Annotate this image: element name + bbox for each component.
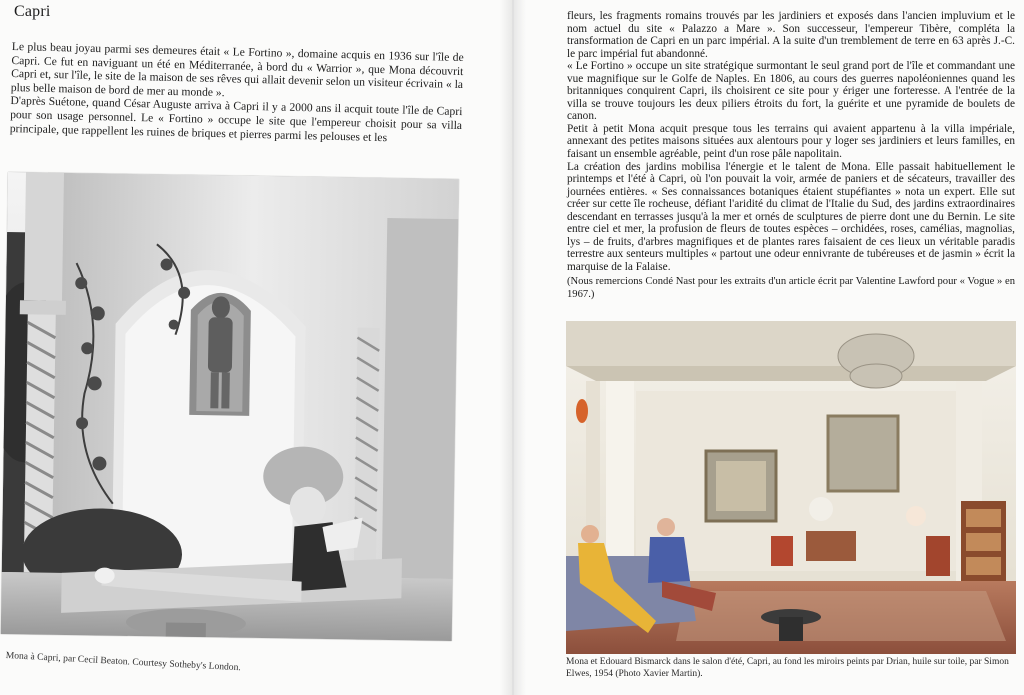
bw-photograph	[1, 172, 459, 641]
right-paragraph-1: fleurs, les fragments romains trouvés par les jardiniers et exposés dans l'ancien impluvium et le nom actuel du site « Palazzo a Mare ». Son successeur, l'empereur Tibère, compléta la transformation de Capri en un parc impérial. A la suite d'un tremblement de terre en 63 après J.-C. le parc impérial fut abandonné.	[567, 10, 1015, 60]
book-gutter	[500, 0, 526, 695]
left-body-text	[10, 40, 464, 146]
right-paragraph-4: La création des jardins mobilisa l'énergie et le talent de Mona. Elle passait habituellement le printemps et l'été à Capri, où l'on pouvait la voir, armée de paniers et de sécateurs, travailler des journées entières. « Ses connaissances botaniques étaient stupéfiantes » nota un expert. Elle sut créer sur cette île rocheuse, défiant l'aridité du climat de l'Italie du Sud, des jardins extraordinaires descendant en terrasses jusqu'à la mer et ornés de sculptures de pierre dont une du Bernin. Le site entre ciel et mer, la profusion de fleurs de toutes espèces – orchidées, roses, camélias, magnolias, lys – de fruits, d'arbres magnifiques et de plantes rares faisaient de ces lieux un véritable paradis terrestre aux senteurs multiples « partout une odeur ennivrante de tubéreuses et de jasmin » écrit la marquise de la Falaise.	[567, 160, 1015, 273]
section-title: Capri	[14, 3, 51, 20]
right-photo-caption: Mona et Edouard Bismarck dans le salon d'été, Capri, au fond les miroirs peints par Drian, huile sur toile, par Simon Elwes, 1954 (Photo Xavier Martin).	[566, 657, 1009, 679]
vogue-credit: (Nous remercions Condé Nast pour les extraits d'un article écrit par Valentine Lawford pour « Vogue » en 1967.)	[567, 276, 1015, 301]
painting-illustration	[566, 321, 1016, 654]
left-photo-caption: Mona à Capri, par Cecil Beaton. Courtesy Sotheby's London.	[5, 650, 242, 674]
salon-painting	[566, 321, 1016, 654]
mona-capri-photo	[1, 172, 459, 641]
right-paragraph-2: « Le Fortino » occupe un site stratégique surmontant le seul grand port de l'île et commandant une vue magnifique sur le Golfe de Naples. En 1806, au cours des guerres napoléoniennes quand les britanniques conquirent Capri, ils choisirent ce site pour y ériger une forteresse. A l'entrée de la villa se trouve toujours les deux piliers étroits du fort, la guérite et une pyramide de boulets de canon.	[567, 60, 1015, 123]
left-paragraph-2: D'après Suétone, quand César Auguste arriva à Capri il y a 2000 ans il acquit toute l'île de Capri pour son usage personnel. Le « Fortino » occupe le site que l'empereur choisit pour sa villa principale, que rappellent les ruines de briques et pierres parmi les pelouses et les	[9, 94, 463, 144]
right-paragraph-3: Petit à petit Mona acquit presque tous les terrains qui avaient appartenu à la villa impériale, annexant des petites maisons situées aux alentours pour y loger ses jardiniers et leurs familles, en faisant un ensemble agréable, peint d'un rose pâle napolitain.	[567, 122, 1015, 161]
left-paragraph-1: Le plus beau joyau parmi ses demeures était « Le Fortino », domaine acquis en 1936 sur l'île de Capri. Ce fut en naviguant un été en Méditerranée, à bord du « Warrior », que Mona découvrit Capri et, sur l'île, le site de la maison de ses rêves qui allait devenir selon un visiteur écrivain « la plus belle maison de bord de mer au monde ».	[10, 40, 464, 99]
right-body-text	[567, 10, 1015, 302]
